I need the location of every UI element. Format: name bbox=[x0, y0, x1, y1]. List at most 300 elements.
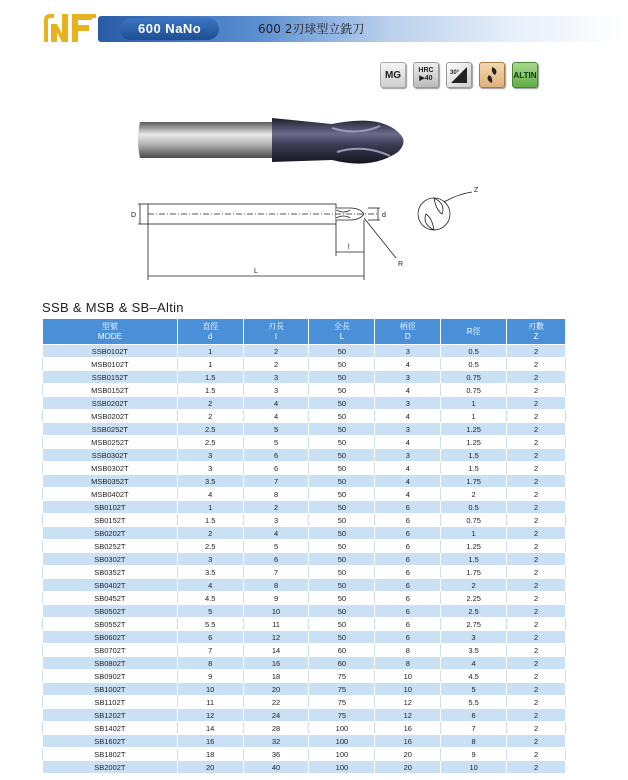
table-cell: 6 bbox=[375, 501, 441, 514]
table-cell: 2 bbox=[243, 501, 309, 514]
table-cell: 8 bbox=[375, 644, 441, 657]
table-row bbox=[43, 631, 566, 644]
table-cell: 5 bbox=[243, 540, 309, 553]
table-cell: MSB0302T bbox=[43, 462, 178, 475]
table-cell: 2.5 bbox=[441, 605, 507, 618]
table-cell: 0.5 bbox=[441, 501, 507, 514]
table-row bbox=[43, 761, 566, 774]
table-cell: 7 bbox=[243, 566, 309, 579]
table-row bbox=[43, 345, 566, 358]
table-cell: 2 bbox=[507, 358, 566, 371]
table-cell: 2 bbox=[507, 709, 566, 722]
table-cell: 20 bbox=[375, 748, 441, 761]
table-cell: SB0252T bbox=[43, 540, 178, 553]
table-cell: 12 bbox=[375, 696, 441, 709]
table-cell: 4 bbox=[177, 579, 243, 592]
table-cell: 2 bbox=[507, 696, 566, 709]
table-row bbox=[43, 449, 566, 462]
dimension-diagram bbox=[128, 180, 508, 290]
table-cell: 6 bbox=[243, 462, 309, 475]
table-cell: SB1402T bbox=[43, 722, 178, 735]
table-cell: 10 bbox=[243, 605, 309, 618]
table-cell: 60 bbox=[309, 644, 375, 657]
table-cell: 1 bbox=[177, 501, 243, 514]
table-cell: 100 bbox=[309, 748, 375, 761]
table-cell: 2.25 bbox=[441, 592, 507, 605]
two-flute-icon bbox=[479, 62, 505, 88]
table-cell: MSB0252T bbox=[43, 436, 178, 449]
mg-icon: MG bbox=[380, 62, 406, 88]
table-cell: 1.25 bbox=[441, 436, 507, 449]
table-cell: 100 bbox=[309, 735, 375, 748]
table-cell: 20 bbox=[177, 761, 243, 774]
table-cell: 6 bbox=[375, 579, 441, 592]
table-cell: 32 bbox=[243, 735, 309, 748]
table-cell: 2 bbox=[507, 397, 566, 410]
table-cell: 2 bbox=[507, 423, 566, 436]
table-cell: 4 bbox=[177, 488, 243, 501]
column-header bbox=[243, 319, 309, 345]
table-row bbox=[43, 579, 566, 592]
table-cell: 16 bbox=[177, 735, 243, 748]
table-cell: 2 bbox=[507, 410, 566, 423]
table-cell: 50 bbox=[309, 579, 375, 592]
table-cell: 2 bbox=[507, 475, 566, 488]
table-cell: 50 bbox=[309, 384, 375, 397]
table-cell: MSB0102T bbox=[43, 358, 178, 371]
table-cell: 28 bbox=[243, 722, 309, 735]
table-cell: 50 bbox=[309, 540, 375, 553]
table-cell: 6 bbox=[375, 605, 441, 618]
table-cell: 1.75 bbox=[441, 475, 507, 488]
table-cell: 6 bbox=[375, 566, 441, 579]
table-cell: 18 bbox=[177, 748, 243, 761]
table-cell: 10 bbox=[441, 761, 507, 774]
table-cell: SSB0302T bbox=[43, 449, 178, 462]
table-cell: 50 bbox=[309, 358, 375, 371]
table-cell: 75 bbox=[309, 709, 375, 722]
table-row bbox=[43, 670, 566, 683]
table-cell: 2 bbox=[507, 540, 566, 553]
table-cell: 5 bbox=[243, 436, 309, 449]
table-cell: 4.5 bbox=[441, 670, 507, 683]
table-cell: 8 bbox=[441, 735, 507, 748]
table-cell: 5.5 bbox=[441, 696, 507, 709]
dim-R-label: R bbox=[398, 261, 404, 268]
table-cell: 0.5 bbox=[441, 358, 507, 371]
table-cell: 36 bbox=[243, 748, 309, 761]
column-header-zh: 全長 bbox=[333, 321, 350, 331]
table-cell: 2.5 bbox=[177, 540, 243, 553]
table-cell: 50 bbox=[309, 436, 375, 449]
table-cell: 50 bbox=[309, 605, 375, 618]
table-cell: 4 bbox=[441, 657, 507, 670]
table-row bbox=[43, 475, 566, 488]
table-cell: 1 bbox=[177, 345, 243, 358]
table-cell: 2 bbox=[507, 488, 566, 501]
dim-D-label: D bbox=[131, 212, 137, 219]
table-cell: 1.5 bbox=[441, 462, 507, 475]
table-cell: 6 bbox=[243, 553, 309, 566]
dim-Z-label: Z bbox=[474, 187, 479, 194]
table-cell: 16 bbox=[243, 657, 309, 670]
table-cell: 16 bbox=[375, 735, 441, 748]
table-row bbox=[43, 553, 566, 566]
table-cell: 10 bbox=[177, 683, 243, 696]
table-cell: 2 bbox=[507, 384, 566, 397]
table-row bbox=[43, 397, 566, 410]
table-cell: 2 bbox=[507, 644, 566, 657]
column-header bbox=[309, 319, 375, 345]
table-cell: SSB0202T bbox=[43, 397, 178, 410]
table-row bbox=[43, 683, 566, 696]
table-cell: 3 bbox=[177, 553, 243, 566]
table-cell: 2 bbox=[507, 683, 566, 696]
table-cell: MSB0352T bbox=[43, 475, 178, 488]
table-cell: 6 bbox=[177, 631, 243, 644]
table-cell: 3 bbox=[243, 514, 309, 527]
table-row bbox=[43, 748, 566, 761]
table-cell: 4 bbox=[375, 462, 441, 475]
product-subtitle: 600 2刃球型立銑刀 bbox=[258, 22, 365, 36]
table-cell: 1.5 bbox=[441, 449, 507, 462]
table-cell: 1.5 bbox=[177, 371, 243, 384]
table-cell: 10 bbox=[375, 670, 441, 683]
table-cell: MSB0402T bbox=[43, 488, 178, 501]
table-cell: SB0602T bbox=[43, 631, 178, 644]
table-cell: 75 bbox=[309, 683, 375, 696]
table-cell: 3 bbox=[243, 371, 309, 384]
spec-table bbox=[42, 318, 566, 774]
table-cell: 16 bbox=[375, 722, 441, 735]
table-cell: SB0702T bbox=[43, 644, 178, 657]
table-cell: 50 bbox=[309, 475, 375, 488]
table-cell: 4 bbox=[375, 358, 441, 371]
table-cell: 75 bbox=[309, 670, 375, 683]
table-cell: 60 bbox=[309, 657, 375, 670]
table-cell: 50 bbox=[309, 397, 375, 410]
end-mill-photo bbox=[132, 100, 412, 180]
table-cell: 2 bbox=[177, 410, 243, 423]
table-cell: 1 bbox=[441, 527, 507, 540]
table-row bbox=[43, 540, 566, 553]
table-cell: 50 bbox=[309, 488, 375, 501]
column-header-zh: 柄徑 bbox=[399, 321, 416, 331]
table-cell: 6 bbox=[375, 514, 441, 527]
column-header-en: Z bbox=[533, 331, 539, 341]
table-row bbox=[43, 371, 566, 384]
table-cell: SB0802T bbox=[43, 657, 178, 670]
product-series-badge: 600 NaNo bbox=[120, 18, 219, 40]
table-cell: MSB0152T bbox=[43, 384, 178, 397]
dim-l-label: l bbox=[348, 244, 350, 251]
table-cell: 2 bbox=[177, 527, 243, 540]
table-cell: 50 bbox=[309, 618, 375, 631]
column-header-zh: 直徑 bbox=[202, 321, 219, 331]
svg-text:30°: 30° bbox=[450, 70, 460, 76]
table-cell: 0.75 bbox=[441, 384, 507, 397]
table-cell: MSB0202T bbox=[43, 410, 178, 423]
table-cell: 2 bbox=[177, 397, 243, 410]
table-cell: SB1602T bbox=[43, 735, 178, 748]
table-cell: 50 bbox=[309, 527, 375, 540]
table-row bbox=[43, 657, 566, 670]
table-cell: 40 bbox=[243, 761, 309, 774]
table-cell: 2 bbox=[507, 631, 566, 644]
table-cell: 2 bbox=[507, 761, 566, 774]
table-cell: 50 bbox=[309, 501, 375, 514]
table-cell: 14 bbox=[177, 722, 243, 735]
table-cell: 6 bbox=[375, 592, 441, 605]
table-cell: 9 bbox=[177, 670, 243, 683]
table-cell: 2 bbox=[507, 735, 566, 748]
table-cell: 2 bbox=[507, 592, 566, 605]
table-cell: 6 bbox=[375, 631, 441, 644]
table-cell: 2 bbox=[507, 462, 566, 475]
table-cell: 14 bbox=[243, 644, 309, 657]
table-cell: 1 bbox=[441, 397, 507, 410]
table-row bbox=[43, 384, 566, 397]
table-row bbox=[43, 436, 566, 449]
column-header-zh: 刃數 bbox=[528, 321, 545, 331]
table-cell: 8 bbox=[375, 657, 441, 670]
table-row bbox=[43, 358, 566, 371]
table-cell: 3 bbox=[375, 423, 441, 436]
column-header bbox=[507, 319, 566, 345]
table-cell: 6 bbox=[243, 449, 309, 462]
table-cell: 50 bbox=[309, 553, 375, 566]
table-cell: 22 bbox=[243, 696, 309, 709]
table-cell: SB0202T bbox=[43, 527, 178, 540]
table-row bbox=[43, 514, 566, 527]
table-cell: SB1202T bbox=[43, 709, 178, 722]
table-row bbox=[43, 722, 566, 735]
table-cell: 6 bbox=[375, 527, 441, 540]
table-cell: 4 bbox=[375, 488, 441, 501]
table-cell: 50 bbox=[309, 592, 375, 605]
table-cell: 50 bbox=[309, 371, 375, 384]
table-cell: SSB0252T bbox=[43, 423, 178, 436]
table-cell: SB1802T bbox=[43, 748, 178, 761]
table-row bbox=[43, 618, 566, 631]
table-cell: 2 bbox=[243, 358, 309, 371]
table-cell: 9 bbox=[441, 748, 507, 761]
table-cell: SB0152T bbox=[43, 514, 178, 527]
table-cell: 2 bbox=[243, 345, 309, 358]
table-title: SSB & MSB & SB–Altin bbox=[42, 300, 184, 315]
table-cell: 2 bbox=[507, 527, 566, 540]
hrc-icon: HRC ▶40 bbox=[413, 62, 439, 88]
table-cell: 50 bbox=[309, 423, 375, 436]
table-cell: 5 bbox=[177, 605, 243, 618]
table-cell: 2.5 bbox=[177, 423, 243, 436]
table-cell: 4 bbox=[243, 527, 309, 540]
table-cell: 8 bbox=[243, 579, 309, 592]
table-row bbox=[43, 501, 566, 514]
table-cell: 3 bbox=[243, 384, 309, 397]
column-header bbox=[177, 319, 243, 345]
table-row bbox=[43, 644, 566, 657]
table-cell: 1.75 bbox=[441, 566, 507, 579]
table-cell: 3 bbox=[375, 449, 441, 462]
table-cell: 2 bbox=[507, 670, 566, 683]
table-cell: 3.5 bbox=[177, 475, 243, 488]
column-header-en: MODE bbox=[97, 331, 122, 341]
column-header-zh: 刃長 bbox=[268, 321, 285, 331]
table-cell: 3.5 bbox=[441, 644, 507, 657]
table-cell: 50 bbox=[309, 566, 375, 579]
table-body bbox=[43, 345, 566, 774]
table-cell: 50 bbox=[309, 345, 375, 358]
table-cell: 7 bbox=[243, 475, 309, 488]
table-row bbox=[43, 735, 566, 748]
table-cell: 24 bbox=[243, 709, 309, 722]
table-cell: 2 bbox=[441, 579, 507, 592]
table-cell: 5 bbox=[441, 683, 507, 696]
table-cell: SB0352T bbox=[43, 566, 178, 579]
table-cell: 4 bbox=[243, 397, 309, 410]
column-header bbox=[441, 319, 507, 345]
table-cell: 1 bbox=[441, 410, 507, 423]
table-cell: 4 bbox=[375, 436, 441, 449]
table-cell: 11 bbox=[177, 696, 243, 709]
table-cell: 11 bbox=[243, 618, 309, 631]
table-cell: 2 bbox=[507, 618, 566, 631]
table-cell: 12 bbox=[177, 709, 243, 722]
table-cell: 20 bbox=[375, 761, 441, 774]
table-cell: 3.5 bbox=[177, 566, 243, 579]
table-cell: 6 bbox=[375, 618, 441, 631]
table-cell: 1.5 bbox=[177, 384, 243, 397]
table-cell: 100 bbox=[309, 761, 375, 774]
table-cell: SB0452T bbox=[43, 592, 178, 605]
table-header-row bbox=[43, 319, 566, 345]
table-cell: 2 bbox=[441, 488, 507, 501]
table-cell: SB0902T bbox=[43, 670, 178, 683]
table-cell: 18 bbox=[243, 670, 309, 683]
table-row bbox=[43, 696, 566, 709]
column-header-en: L bbox=[339, 331, 345, 341]
table-cell: 0.75 bbox=[441, 514, 507, 527]
table-cell: SB0102T bbox=[43, 501, 178, 514]
table-cell: 50 bbox=[309, 462, 375, 475]
table-row bbox=[43, 709, 566, 722]
table-cell: SB0402T bbox=[43, 579, 178, 592]
table-cell: 2 bbox=[507, 657, 566, 670]
table-cell: SB0502T bbox=[43, 605, 178, 618]
table-cell: 10 bbox=[375, 683, 441, 696]
altin-icon: ALTIN bbox=[512, 62, 538, 88]
table-cell: 6 bbox=[375, 553, 441, 566]
table-cell: 7 bbox=[177, 644, 243, 657]
table-cell: 2 bbox=[507, 579, 566, 592]
table-cell: 2 bbox=[507, 345, 566, 358]
table-cell: 3 bbox=[375, 397, 441, 410]
table-cell: 12 bbox=[243, 631, 309, 644]
table-cell: 50 bbox=[309, 514, 375, 527]
table-cell: 3 bbox=[177, 449, 243, 462]
table-cell: SB2002T bbox=[43, 761, 178, 774]
table-cell: 50 bbox=[309, 449, 375, 462]
table-row bbox=[43, 566, 566, 579]
column-header-en: D bbox=[404, 331, 411, 341]
dim-L-label: L bbox=[254, 268, 258, 275]
feature-icons bbox=[380, 62, 538, 88]
table-cell: 2 bbox=[507, 371, 566, 384]
table-cell: 4 bbox=[375, 410, 441, 423]
table-cell: SB1102T bbox=[43, 696, 178, 709]
column-header-en: l bbox=[275, 331, 277, 341]
table-row bbox=[43, 423, 566, 436]
table-cell: 3 bbox=[375, 371, 441, 384]
table-cell: 50 bbox=[309, 410, 375, 423]
table-row bbox=[43, 592, 566, 605]
table-cell: 2 bbox=[507, 605, 566, 618]
column-header bbox=[43, 319, 178, 345]
table-cell: SB0302T bbox=[43, 553, 178, 566]
table-cell: 4.5 bbox=[177, 592, 243, 605]
brand-logo bbox=[42, 12, 104, 44]
table-cell: 6 bbox=[441, 709, 507, 722]
table-cell: 1 bbox=[177, 358, 243, 371]
table-cell: SSB0102T bbox=[43, 345, 178, 358]
table-cell: 1.25 bbox=[441, 423, 507, 436]
table-cell: 3 bbox=[375, 345, 441, 358]
table-cell: 5.5 bbox=[177, 618, 243, 631]
table-cell: 1.5 bbox=[177, 514, 243, 527]
table-cell: 3 bbox=[441, 631, 507, 644]
table-cell: 2.75 bbox=[441, 618, 507, 631]
table-cell: 2 bbox=[507, 514, 566, 527]
table-cell: 3 bbox=[177, 462, 243, 475]
table-cell: 75 bbox=[309, 696, 375, 709]
table-cell: 8 bbox=[243, 488, 309, 501]
table-cell: 2 bbox=[507, 436, 566, 449]
table-cell: 5 bbox=[243, 423, 309, 436]
table-cell: SB0552T bbox=[43, 618, 178, 631]
table-cell: 4 bbox=[375, 475, 441, 488]
table-row bbox=[43, 605, 566, 618]
table-cell: 50 bbox=[309, 631, 375, 644]
table-cell: 2 bbox=[507, 722, 566, 735]
column-header-zh: R徑 bbox=[466, 326, 481, 336]
table-row bbox=[43, 527, 566, 540]
table-cell: 9 bbox=[243, 592, 309, 605]
table-cell: 2 bbox=[507, 553, 566, 566]
table-cell: SSB0152T bbox=[43, 371, 178, 384]
table-cell: 2 bbox=[507, 501, 566, 514]
table-row bbox=[43, 462, 566, 475]
column-header-en: d bbox=[207, 331, 213, 341]
table-cell: 1.25 bbox=[441, 540, 507, 553]
table-row bbox=[43, 410, 566, 423]
table-row bbox=[43, 488, 566, 501]
table-cell: 1.5 bbox=[441, 553, 507, 566]
table-cell: 100 bbox=[309, 722, 375, 735]
table-cell: 4 bbox=[243, 410, 309, 423]
table-cell: 2 bbox=[507, 566, 566, 579]
table-cell: 2 bbox=[507, 449, 566, 462]
table-cell: 12 bbox=[375, 709, 441, 722]
table-cell: 7 bbox=[441, 722, 507, 735]
table-cell: 4 bbox=[375, 384, 441, 397]
table-cell: 6 bbox=[375, 540, 441, 553]
dim-d-label: d bbox=[382, 212, 386, 219]
table-cell: SB1002T bbox=[43, 683, 178, 696]
table-cell: 20 bbox=[243, 683, 309, 696]
table-cell: 0.75 bbox=[441, 371, 507, 384]
table-cell: 2 bbox=[507, 748, 566, 761]
